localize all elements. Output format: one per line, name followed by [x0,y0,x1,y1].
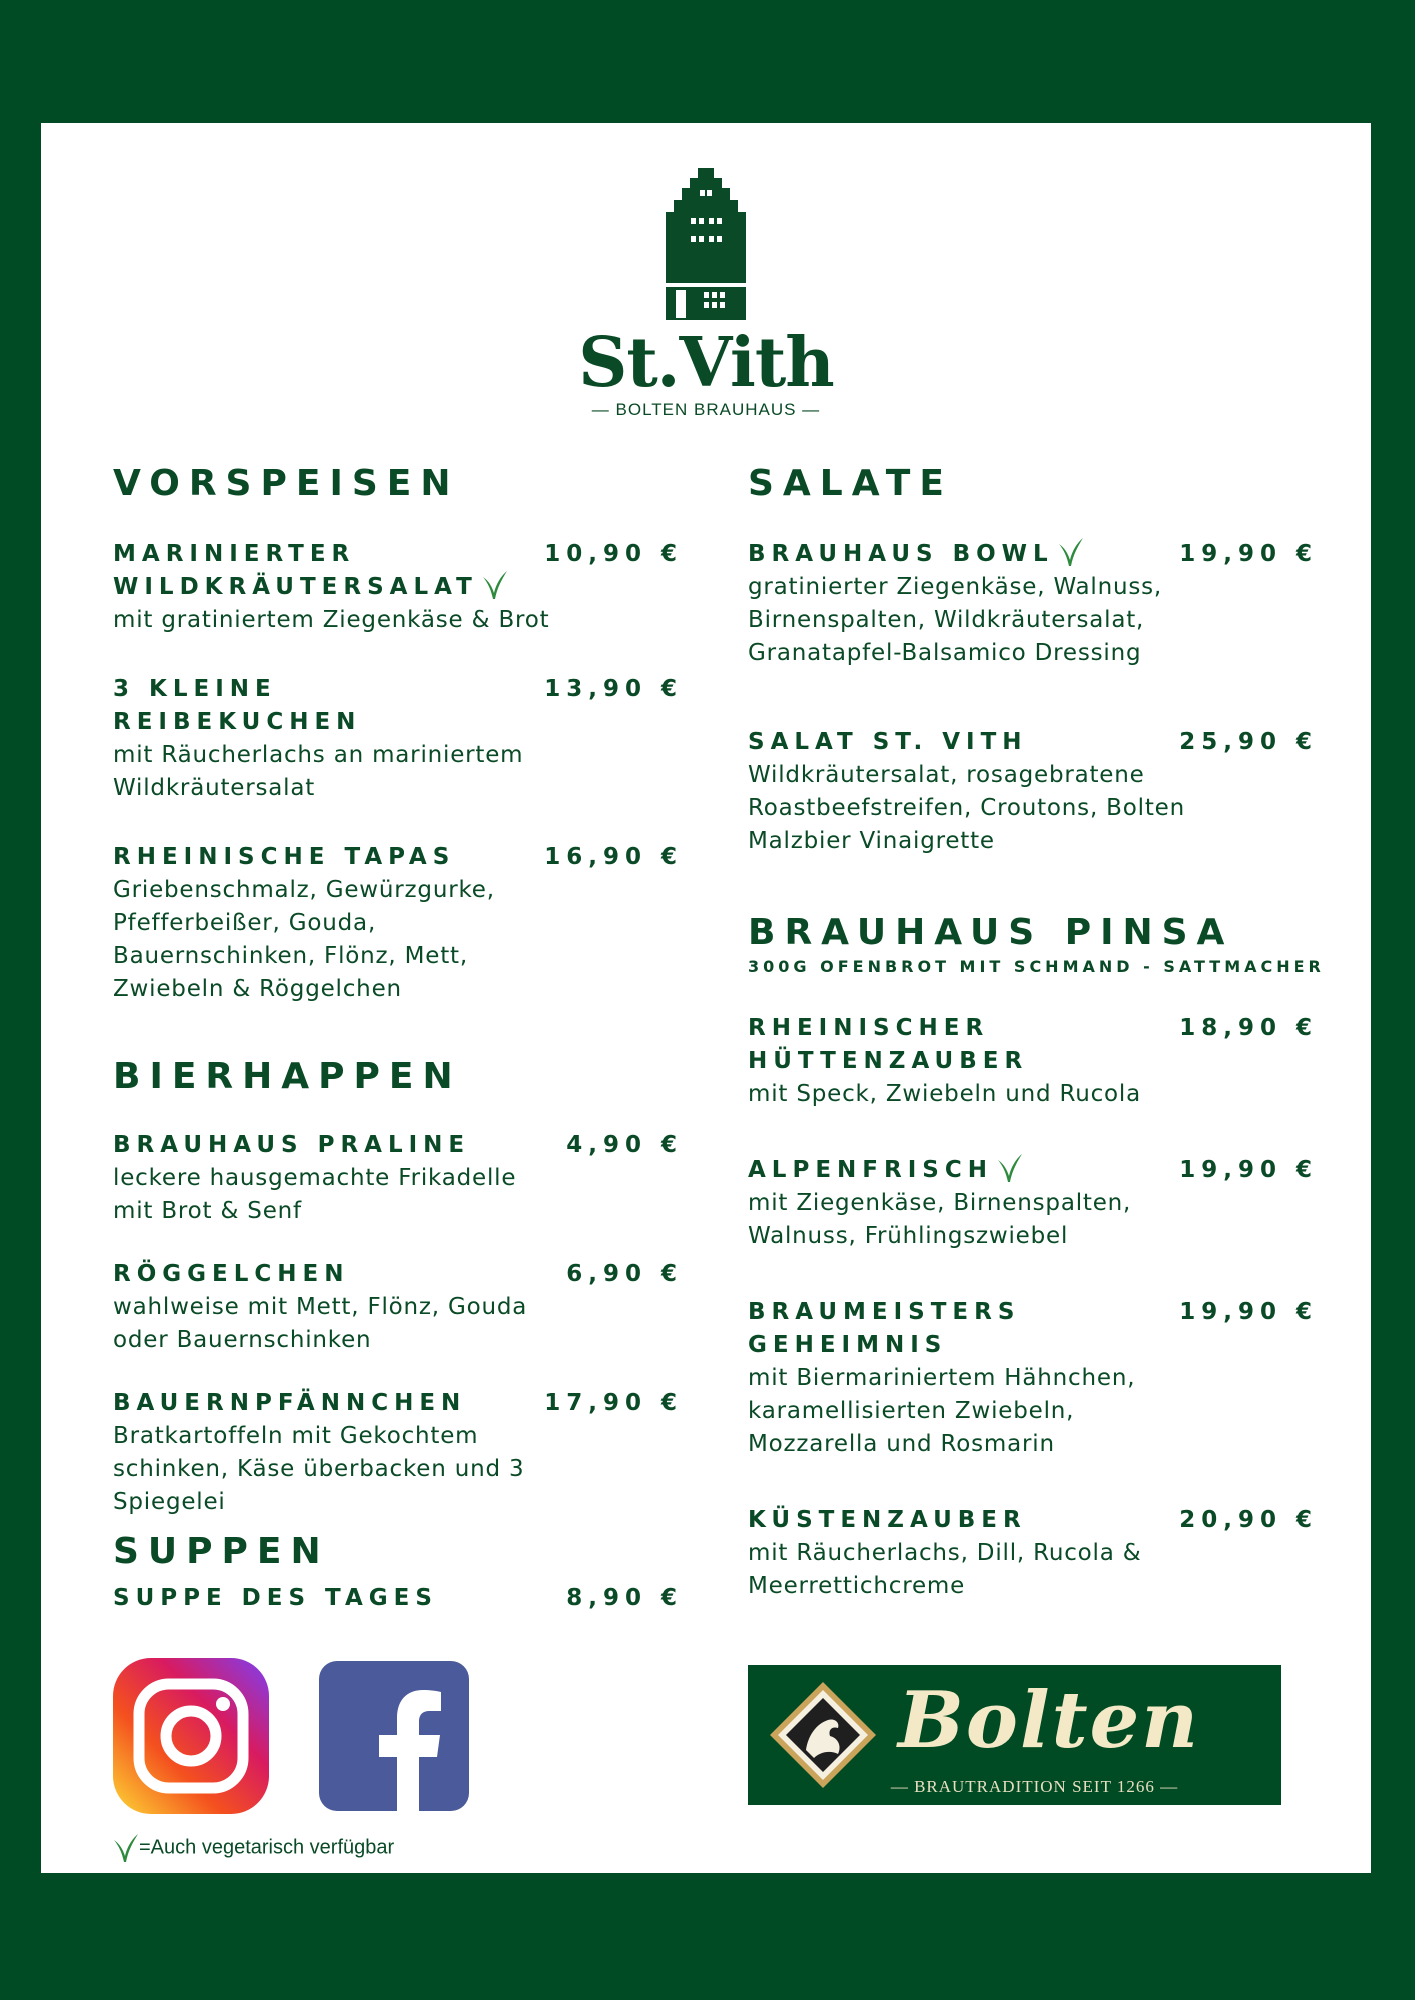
menu-item [748,726,1318,858]
item-name: BAUERNPFÄNNCHEN [113,1390,467,1416]
item-name: BRAUMEISTERS GEHEIMNIS [748,1299,1021,1358]
section-title-salate: SALATE [748,463,953,504]
menu-item [113,673,683,805]
item-description: mit Biermariniertem Hähnchen, karamellisierten Zwiebeln, Mozzarella und Rosmarin [748,1365,1136,1457]
item-description: leckere hausgemachte Frikadelle mit Brot & Senf [113,1165,517,1224]
item-price: 16,90 € [544,844,683,870]
brand-name: St.Vith [578,323,834,403]
bolten-logo-text: Bolten [898,1675,1200,1766]
item-price: 10,90 € [544,541,683,567]
bolten-crest-icon [768,1680,878,1790]
item-name: BRAUHAUS BOWL [748,541,1054,567]
leaf-icon [997,1153,1023,1183]
menu-item [748,1154,1318,1253]
menu-item [113,841,683,1006]
section-title-vorspeisen: VORSPEISEN [113,463,460,504]
item-name: MARINIERTER WILDKRÄUTERSALAT [113,541,478,600]
item-price: 19,90 € [1179,1157,1318,1183]
section-title-bierhappen: BIERHAPPEN [113,1056,462,1097]
item-price: 18,90 € [1179,1015,1318,1041]
left-column [113,463,683,1615]
item-description: mit Speck, Zwiebeln und Rucola [748,1081,1141,1107]
menu-item [748,1012,1318,1111]
right-column [748,463,1325,1603]
leaf-icon [113,1833,139,1863]
item-price: 13,90 € [544,676,683,702]
menu-item [748,538,1318,670]
item-price: 19,90 € [1179,1299,1318,1325]
item-name: 3 KLEINE REIBEKUCHEN [113,676,362,735]
item-description: Griebenschmalz, Gewürzgurke, Pfefferbeißer, Gouda, Bauernschinken, Flönz, Mett, Zwiebeln & Röggelchen [113,877,495,1002]
menu-card [41,123,1371,1873]
house-icon [664,168,748,320]
item-price: 6,90 € [566,1261,683,1287]
section-subtitle-pinsa: 300G OFENBROT MIT SCHMAND - SATTMACHER [748,957,1325,976]
menu-item [113,1258,683,1357]
item-name: RHEINISCHE TAPAS [113,844,456,870]
facebook-icon[interactable] [319,1661,469,1811]
bolten-tagline: — BRAUTRADITION SEIT 1266 — [890,1777,1179,1796]
item-price: 17,90 € [544,1390,683,1416]
veg-legend [113,1833,394,1863]
leaf-icon [482,570,508,600]
item-price: 25,90 € [1179,729,1318,755]
item-description: wahlweise mit Mett, Flönz, Gouda oder Bauernschinken [113,1294,528,1353]
menu-item [113,538,683,637]
section-title-pinsa: BRAUHAUS PINSA [748,912,1234,953]
item-name: KÜSTENZAUBER [748,1507,1027,1533]
item-name: RHEINISCHER HÜTTENZAUBER [748,1015,1029,1074]
item-name: BRAUHAUS PRALINE [113,1132,471,1158]
item-name: SALAT ST. VITH [748,729,1028,755]
leaf-icon [1058,537,1084,567]
item-description: Bratkartoffeln mit Gekochtem schinken, Käse überbacken und 3 Spiegelei [113,1423,525,1515]
menu-item [748,1296,1318,1461]
item-description: gratinierter Ziegenkäse, Walnuss, Birnenspalten, Wildkräutersalat, Granatapfel-Balsamico Dressing [748,574,1163,666]
instagram-icon[interactable] [113,1658,269,1814]
item-name: ALPENFRISCH [748,1157,993,1183]
legend-text: =Auch vegetarisch verfügbar [139,1836,395,1859]
item-price: 19,90 € [1179,541,1318,567]
menu-item [113,1387,683,1519]
item-description: mit gratiniertem Ziegenkäse & Brot [113,607,550,633]
item-description: mit Räucherlachs an mariniertem Wildkräutersalat [113,742,524,801]
menu-item [113,1129,683,1228]
item-description: Wildkräutersalat, rosagebratene Roastbeefstreifen, Croutons, Bolten Malzbier Vinaigrette [748,762,1185,854]
item-description: mit Ziegenkäse, Birnenspalten, Walnuss, Frühlingszwiebel [748,1190,1132,1249]
brand-subtitle: — BOLTEN BRAUHAUS — [591,400,821,419]
item-description: mit Räucherlachs, Dill, Rucola & Meerrettichcreme [748,1540,1142,1599]
bolten-banner [748,1665,1281,1805]
logo [41,168,1371,420]
menu-item [748,1504,1318,1603]
item-price: 20,90 € [1179,1507,1318,1533]
item-name: SUPPE DES TAGES [113,1585,438,1611]
item-price: 8,90 € [566,1585,683,1611]
item-name: RÖGGELCHEN [113,1261,350,1287]
item-price: 4,90 € [566,1132,683,1158]
menu-item [113,1582,683,1615]
section-title-suppen: SUPPEN [113,1531,330,1572]
